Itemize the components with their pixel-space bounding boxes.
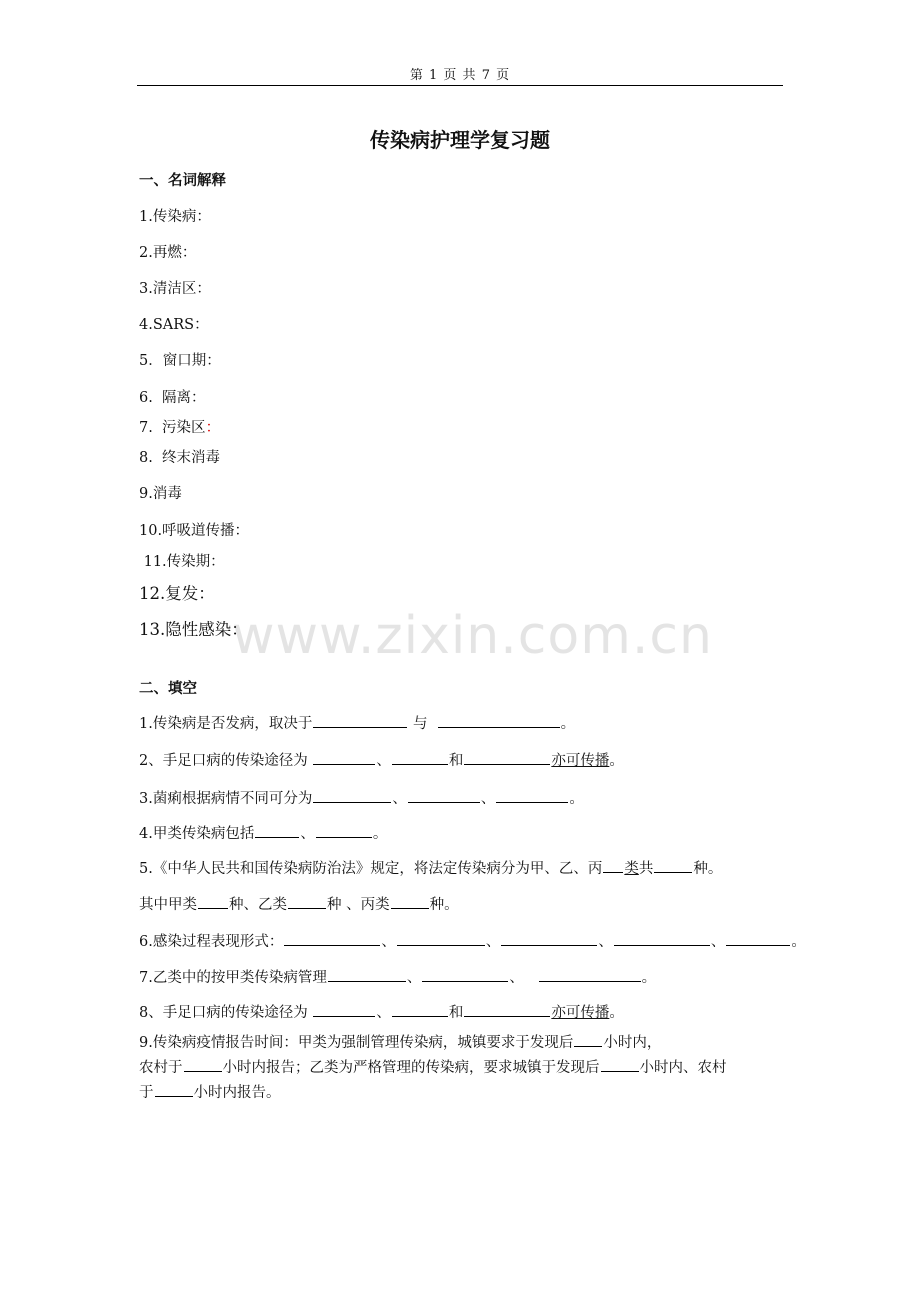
question-1: 1.传染病是否发病，取决于 与 。 xyxy=(139,716,576,732)
document-title: 传染病护理学复习题 xyxy=(370,128,550,152)
question-3: 3.菌痢根据病情不同可分为 、 、 。 xyxy=(139,791,584,807)
question-8: 8、手足口病的传染途径为 、 和 亦可传播。 xyxy=(139,1005,624,1021)
definition-item: 4.SARS： xyxy=(139,317,209,333)
red-colon: ： xyxy=(205,420,221,436)
definition-item: 3.清洁区： xyxy=(139,281,211,297)
definition-item: 11.传染期： xyxy=(139,554,225,570)
question-4: 4.甲类传染病包括 、 。 xyxy=(139,826,388,842)
definition-item: 12.复发： xyxy=(139,584,215,603)
watermark: www.zixin.com.cn xyxy=(232,606,713,666)
definition-item: 10.呼吸道传播： xyxy=(139,523,250,539)
page-header: 第 1 页 共 7 页 xyxy=(409,68,511,83)
question-5: 5.《中华人民共和国传染病防治法》规定，将法定传染病分为甲、乙、丙 类共 种。 xyxy=(139,861,723,877)
definition-item: 1.传染病： xyxy=(139,209,211,225)
definition-item: 13.隐性感染： xyxy=(139,620,248,639)
question-7: 7.乙类中的按甲类传染病管理 、 、 。 xyxy=(139,970,657,986)
section-heading-fill-blanks: 二、填空 xyxy=(139,681,197,697)
question-6: 6.感染过程表现形式： 、 、 、 、 。 xyxy=(139,934,806,950)
definition-item: 8. 终末消毒 xyxy=(139,450,221,466)
definition-item: 7. 污染区： xyxy=(139,420,221,436)
header-rule xyxy=(137,85,783,86)
question-9-line-3: 于 小时内报告。 xyxy=(139,1085,281,1101)
definition-item: 6. 隔离： xyxy=(139,390,206,406)
question-2: 2、手足口病的传染途径为 、 和 亦可传播。 xyxy=(139,753,624,769)
section-heading-definitions: 一、名词解释 xyxy=(139,173,226,189)
definition-item: 5．窗口期： xyxy=(139,353,221,369)
definition-item: 9.消毒 xyxy=(139,486,182,502)
question-9-line-2: 农村于 小时内报告；乙类为严格管理的传染病，要求城镇于发现后 小时内、农村 xyxy=(139,1060,727,1076)
question-9-line-1: 9.传染病疫情报告时间：甲类为强制管理传染病，城镇要求于发现后 小时内， xyxy=(139,1035,662,1051)
question-5-continued: 其中甲类 种、乙类 种 、丙类 种。 xyxy=(139,897,459,913)
definition-item: 2.再燃： xyxy=(139,245,197,261)
